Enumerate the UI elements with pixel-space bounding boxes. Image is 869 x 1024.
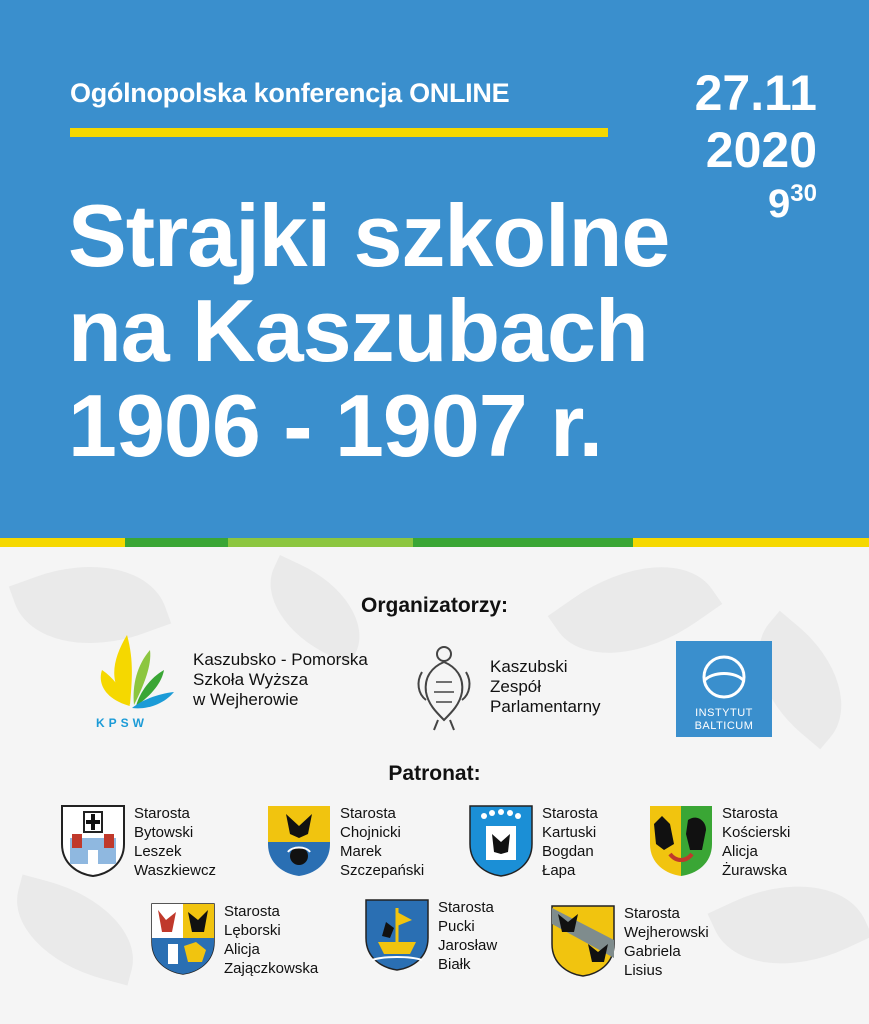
patron-line: Białk (438, 956, 471, 973)
organizer-line: Kaszubsko - Pomorska (193, 650, 368, 669)
event-date-block (694, 65, 817, 226)
patron-line: Alicja (224, 941, 260, 958)
patron-line: Chojnicki (340, 824, 401, 841)
patron-line: Kartuski (542, 824, 597, 841)
patron-line: Waszkiewcz (134, 862, 216, 879)
patron-line: Lisius (624, 962, 663, 979)
patron-line: Żurawska (722, 862, 788, 879)
patron-line: Lęborski (224, 922, 281, 939)
griffin-emblem-icon (414, 642, 474, 732)
patron-line: Kościerski (722, 824, 791, 841)
patron-line: Starosta (134, 805, 190, 822)
patron-koscierzyna (648, 804, 790, 880)
patron-koscierzyna-text (722, 804, 790, 880)
patron-puck-text (438, 898, 497, 974)
organizer-line: Zespół (490, 677, 542, 696)
patron-bytow-text (134, 804, 216, 880)
patron-line: Starosta (340, 805, 396, 822)
patron-line: Jarosław (438, 937, 498, 954)
patron-line: Zajączkowska (224, 960, 319, 977)
event-time-minutes: 30 (790, 180, 817, 207)
kicker-underline (70, 128, 608, 137)
patron-wejherowo (550, 904, 709, 980)
patron-line: Gabriela (624, 943, 681, 960)
organizer-line: Szkoła Wyższa (193, 670, 309, 689)
organizer-line: Parlamentarny (490, 697, 601, 716)
instytut-baltium-logo-icon (676, 641, 772, 737)
title-line-2: na Kaszubach (68, 281, 648, 380)
patron-lebork-text (224, 902, 318, 978)
kpsw-leaf-logo-icon (92, 630, 177, 730)
patron-line: Marek (340, 843, 382, 860)
patron-line: Alicja (722, 843, 758, 860)
lebork-coat-of-arms-icon (150, 902, 216, 976)
patronage-title: Patronat: (388, 762, 481, 785)
patron-line: Pucki (438, 918, 475, 935)
patron-chojnice-text (340, 804, 424, 880)
title-line-3: 1906 - 1907 r. (68, 376, 603, 475)
organizer-kpsw-name (193, 650, 368, 710)
event-year: 2020 (705, 122, 817, 178)
patron-line: Starosta (438, 899, 494, 916)
organizer-line: Kaszubski (490, 657, 568, 676)
event-time-hour: 9 (768, 182, 791, 226)
baltium-logo-line: INSTYTUT (695, 707, 753, 719)
wejherowo-coat-of-arms-icon (550, 904, 616, 978)
patron-line: Szczepański (340, 862, 425, 879)
patron-line: Bytowski (134, 824, 194, 841)
decorative-leaf (2, 875, 148, 986)
patron-line: Starosta (722, 805, 778, 822)
kpsw-logo-text: KPSW (96, 716, 148, 730)
patron-line: Łapa (542, 862, 576, 879)
organizer-kzp (414, 642, 601, 732)
patron-line: Starosta (224, 903, 280, 920)
baltium-circle-icon (676, 647, 772, 707)
organizers-title: Organizatorzy: (360, 594, 509, 617)
conference-kicker: Ogólnopolska konferencja ONLINE (70, 78, 510, 108)
patron-line: Starosta (624, 905, 680, 922)
patron-kartuzy-text (542, 804, 598, 880)
organizer-kzp-name (490, 657, 601, 717)
event-time (695, 182, 817, 224)
patron-line: Bogdan (542, 843, 594, 860)
baltium-logo-line: BALTICUM (694, 720, 754, 732)
organizer-line: w Wejherowie (193, 690, 299, 709)
patron-lebork (150, 902, 318, 978)
patron-line: Wejherowski (624, 924, 709, 941)
puck-coat-of-arms-icon (364, 898, 430, 972)
kartuzy-coat-of-arms-icon (468, 804, 534, 878)
chojnice-coat-of-arms-icon (266, 804, 332, 878)
bytow-coat-of-arms-icon (60, 804, 126, 878)
patron-kartuzy (468, 804, 598, 880)
title-line-1: Strajki szkolne (68, 186, 670, 285)
patron-bytow (60, 804, 216, 880)
event-date: 27.11 (694, 65, 817, 121)
patron-wejherowo-text (624, 904, 709, 980)
organizer-kpsw (92, 630, 368, 730)
conference-title (68, 188, 669, 473)
patron-line: Leszek (134, 843, 182, 860)
koscierzyna-coat-of-arms-icon (648, 804, 714, 878)
patron-line: Starosta (542, 805, 598, 822)
patron-puck (364, 898, 497, 974)
patron-chojnice (266, 804, 424, 880)
color-stripe (0, 538, 869, 547)
